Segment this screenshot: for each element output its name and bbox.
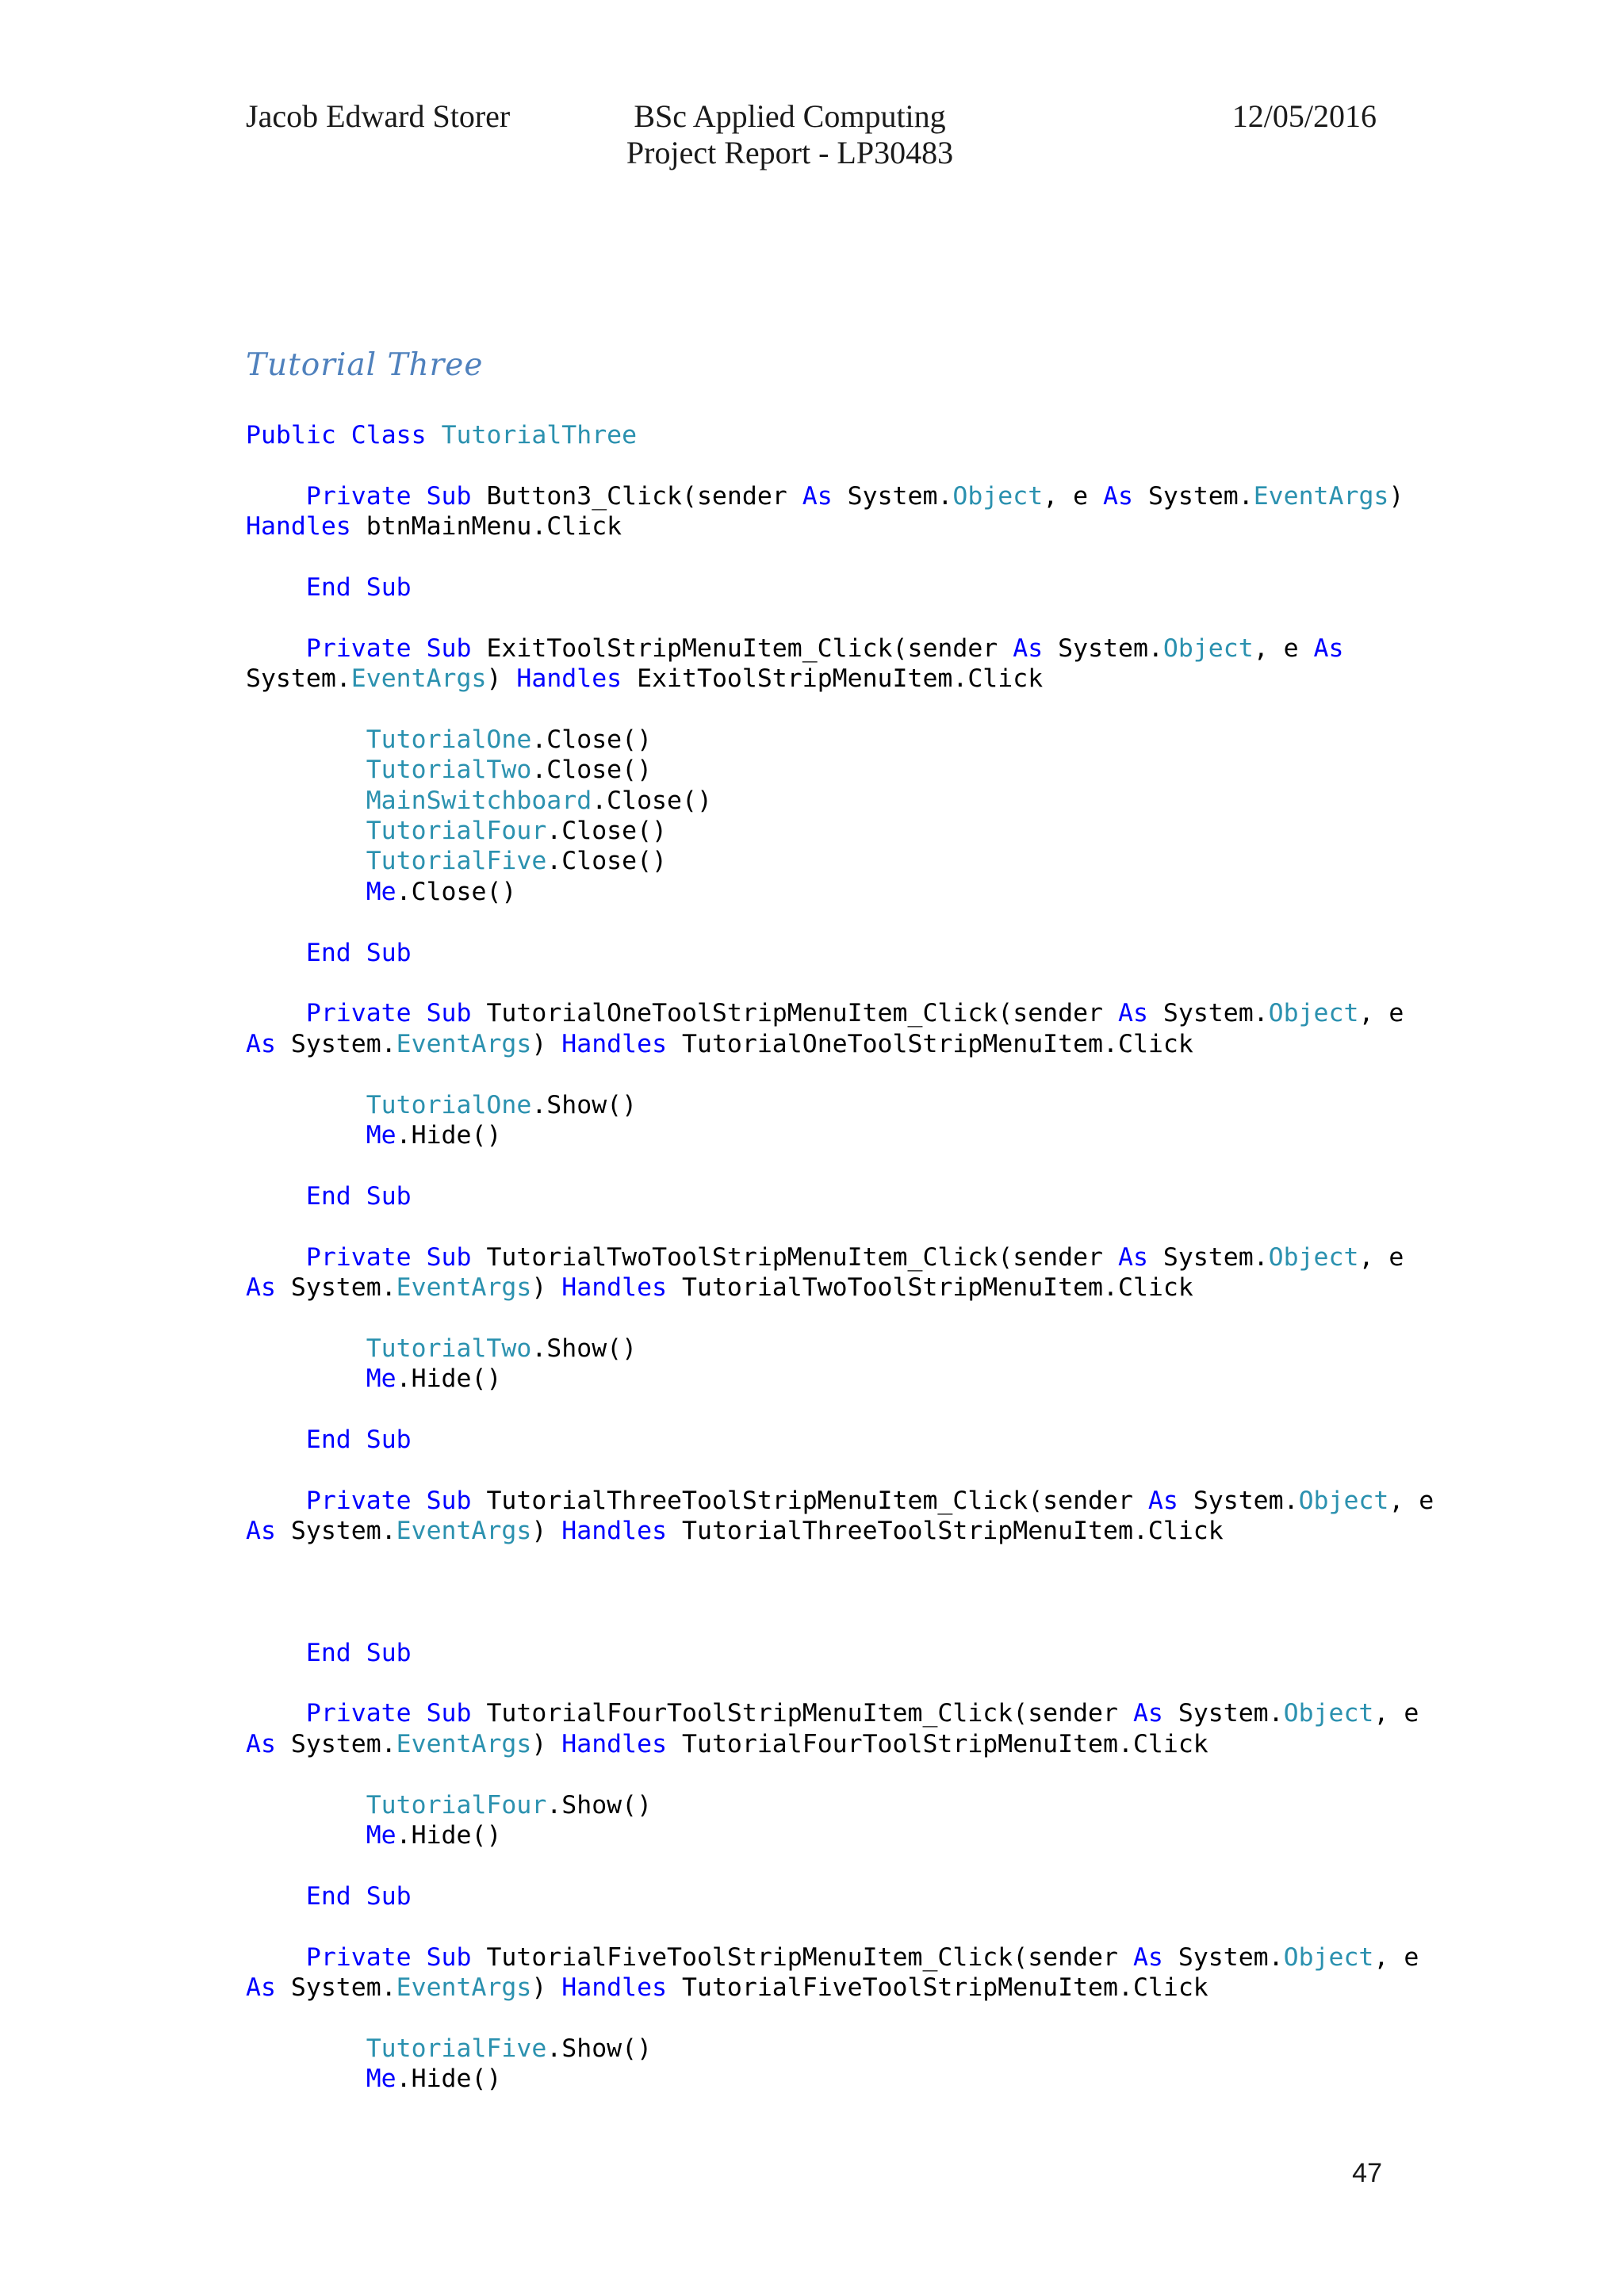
header-course-line2: Project Report - LP30483 [626, 135, 954, 170]
code-line [246, 1698, 1434, 1728]
code-line [246, 664, 1434, 694]
code-line [246, 877, 1434, 907]
code-keyword: Class [350, 421, 427, 450]
code-text [351, 939, 366, 967]
code-line [246, 1059, 1434, 1089]
code-line [246, 450, 1434, 480]
code-text: .Show() [546, 1790, 653, 1820]
code-text: .Show() [546, 2034, 653, 2063]
code-keyword: As [246, 1517, 276, 1546]
code-keyword: Sub [426, 999, 472, 1028]
code-text: , e [1043, 481, 1104, 511]
code-keyword: Sub [366, 1425, 412, 1454]
code-text [412, 634, 427, 663]
code-text: , e [1253, 633, 1314, 663]
code-text [246, 1243, 306, 1272]
code-text: TutorialThreeToolStripMenuItem_Click(sender [471, 1486, 1148, 1515]
header-date: 12/05/2016 [1231, 98, 1377, 134]
code-text: TutorialFourToolStripMenuItem_Click(sender [471, 1699, 1133, 1728]
code-line [246, 1120, 1434, 1150]
code-line [246, 1272, 1434, 1303]
code-listing [246, 420, 1434, 2094]
code-line [246, 420, 1434, 450]
code-type: EventArgs [1253, 481, 1389, 511]
code-keyword: As [1117, 1242, 1148, 1272]
code-line [246, 968, 1434, 998]
code-text [246, 1943, 306, 1972]
code-line [246, 1820, 1434, 1850]
code-keyword: Public [246, 421, 336, 450]
code-text: System. [1147, 999, 1269, 1028]
code-line [246, 1242, 1434, 1272]
code-text [246, 1121, 366, 1150]
code-keyword: Sub [426, 633, 472, 663]
code-text: System. [275, 1973, 396, 2002]
code-type: Object [1283, 1699, 1374, 1728]
code-type: TutorialFour [366, 817, 547, 846]
code-text: System. [1147, 1242, 1269, 1272]
code-line [246, 481, 1434, 511]
code-keyword: As [246, 1729, 276, 1758]
code-line [246, 1303, 1434, 1333]
code-keyword: Sub [426, 1699, 472, 1728]
code-text [246, 634, 306, 663]
code-keyword: Private [305, 1486, 412, 1515]
code-text: TutorialFourToolStripMenuItem.Click [667, 1729, 1208, 1758]
code-type: EventArgs [396, 1517, 532, 1546]
code-line [246, 846, 1434, 876]
code-text [412, 1487, 427, 1515]
code-line [246, 1850, 1434, 1881]
code-line [246, 1607, 1434, 1637]
code-line [246, 938, 1434, 968]
code-text: .Close() [531, 756, 653, 785]
code-line [246, 1150, 1434, 1181]
code-type: TutorialFive [366, 847, 547, 876]
code-text [412, 482, 427, 511]
code-line [246, 1364, 1434, 1394]
code-text: ExitToolStripMenuItem_Click(sender [471, 633, 1013, 663]
code-text: .Hide() [396, 2064, 502, 2094]
code-type: TutorialTwo [366, 756, 532, 785]
code-keyword: As [1117, 999, 1148, 1028]
code-text: , e [1358, 1242, 1404, 1272]
code-line [246, 755, 1434, 785]
code-keyword: Me [366, 1364, 396, 1394]
code-text [246, 1182, 306, 1211]
code-keyword: As [1313, 633, 1344, 663]
code-keyword: Private [305, 999, 412, 1028]
code-text: .Show() [531, 1334, 638, 1363]
code-line [246, 1973, 1434, 2003]
code-type: Object [1298, 1486, 1389, 1515]
code-type: Object [1283, 1942, 1374, 1972]
code-text: System. [275, 1729, 396, 1758]
code-line [246, 1759, 1434, 1789]
code-text [246, 725, 366, 754]
code-text: TutorialFiveToolStripMenuItem_Click(sender [471, 1942, 1133, 1972]
section-title: Tutorial Three [246, 347, 484, 383]
code-line [246, 1486, 1434, 1516]
code-text [246, 999, 306, 1027]
code-text: System. [246, 664, 351, 694]
code-keyword: Me [366, 1120, 396, 1150]
code-text: System. [275, 1272, 396, 1302]
code-text [412, 1699, 427, 1728]
code-keyword: As [246, 1272, 276, 1302]
code-keyword: Handles [561, 1517, 668, 1546]
code-keyword: Me [366, 1820, 396, 1850]
code-keyword: Me [366, 877, 396, 906]
code-type: EventArgs [396, 1272, 532, 1302]
code-text: ) [531, 1029, 562, 1058]
code-keyword: Private [305, 1699, 412, 1728]
code-text [351, 1882, 366, 1911]
code-text [246, 482, 306, 511]
code-text [427, 421, 442, 450]
code-text [246, 817, 366, 845]
code-type: TutorialThree [441, 421, 638, 450]
code-line [246, 1455, 1434, 1485]
code-text: .Close() [546, 847, 668, 876]
code-line [246, 695, 1434, 725]
code-line [246, 1334, 1434, 1364]
code-text: ) [531, 1272, 562, 1302]
code-line [246, 1668, 1434, 1698]
code-text: , e [1373, 1699, 1419, 1728]
code-keyword: End [305, 1638, 351, 1667]
code-text [246, 1487, 306, 1515]
code-text [246, 1639, 306, 1667]
code-text [246, 2034, 366, 2063]
code-text: TutorialThreeToolStripMenuItem.Click [667, 1517, 1224, 1546]
code-text: System. [1132, 481, 1254, 511]
code-text: Button3_Click(sender [471, 481, 802, 511]
code-line [246, 2064, 1434, 2094]
code-text: .Close() [592, 786, 712, 815]
code-type: MainSwitchboard [366, 786, 592, 815]
code-keyword: As [1103, 481, 1133, 511]
code-keyword: Sub [366, 1181, 412, 1211]
code-text [246, 1425, 306, 1454]
code-type: Object [1162, 633, 1254, 663]
code-keyword: As [1132, 1942, 1163, 1972]
code-text [246, 1334, 366, 1363]
code-text [351, 573, 366, 602]
code-line [246, 1395, 1434, 1425]
code-text [351, 1182, 366, 1211]
code-text [246, 1699, 306, 1728]
code-text: System. [832, 481, 953, 511]
code-keyword: As [1013, 633, 1044, 663]
code-text [351, 1639, 366, 1667]
code-line [246, 1729, 1434, 1759]
code-line [246, 725, 1434, 755]
code-line [246, 786, 1434, 816]
code-text: TutorialOneToolStripMenuItem_Click(sender [471, 999, 1118, 1028]
code-line [246, 907, 1434, 937]
page-number: 47 [1352, 2158, 1382, 2188]
code-text: System. [1162, 1942, 1284, 1972]
code-keyword: As [246, 1973, 276, 2002]
code-line [246, 1516, 1434, 1546]
code-keyword: End [305, 1181, 351, 1211]
code-keyword: Private [305, 481, 412, 511]
code-text: System. [1178, 1486, 1299, 1515]
code-line [246, 1881, 1434, 1911]
header-course-line1: BSc Applied Computing [634, 98, 946, 134]
code-text: ) [531, 1973, 562, 2002]
code-text: System. [1043, 633, 1163, 663]
code-type: Object [952, 481, 1044, 511]
code-text [412, 1943, 427, 1972]
code-keyword: Handles [561, 1729, 668, 1758]
code-keyword: Handles [561, 1029, 668, 1058]
code-text: TutorialTwoToolStripMenuItem.Click [667, 1272, 1193, 1302]
code-keyword: Handles [516, 664, 622, 694]
code-keyword: Private [305, 1942, 412, 1972]
code-text: System. [1162, 1699, 1284, 1728]
code-text: , e [1358, 999, 1404, 1028]
code-keyword: Sub [366, 938, 412, 967]
code-keyword: End [305, 938, 351, 967]
code-keyword: Sub [426, 1942, 472, 1972]
code-line [246, 998, 1434, 1028]
code-type: TutorialTwo [366, 1334, 532, 1363]
code-text [246, 1882, 306, 1911]
code-keyword: Sub [426, 481, 472, 511]
code-keyword: Sub [366, 1881, 412, 1911]
code-text: .Hide() [396, 1820, 502, 1850]
code-keyword: Handles [246, 512, 351, 541]
code-line [246, 572, 1434, 603]
code-text [246, 939, 306, 967]
code-type: Object [1268, 999, 1359, 1028]
code-line [246, 1942, 1434, 1973]
code-text: System. [275, 1517, 396, 1546]
code-keyword: End [305, 1881, 351, 1911]
code-text [246, 1821, 366, 1850]
code-type: TutorialFour [366, 1790, 547, 1820]
code-keyword: Sub [426, 1486, 472, 1515]
code-line [246, 2003, 1434, 2033]
code-text: ExitToolStripMenuItem.Click [622, 664, 1044, 694]
code-keyword: As [1147, 1486, 1178, 1515]
code-keyword: As [246, 1029, 276, 1058]
code-text: btnMainMenu.Click [350, 512, 622, 541]
code-text: .Hide() [396, 1120, 502, 1150]
code-text [246, 1091, 366, 1119]
code-keyword: Handles [561, 1973, 668, 2002]
code-line [246, 1577, 1434, 1607]
code-text [246, 1364, 366, 1393]
code-text: .Close() [531, 725, 653, 754]
code-line [246, 1211, 1434, 1242]
code-text: ) [1388, 481, 1404, 511]
code-text [246, 2064, 366, 2093]
code-text: , e [1373, 1942, 1419, 1972]
code-line [246, 633, 1434, 664]
code-type: EventArgs [396, 1729, 532, 1758]
code-text: ) [486, 664, 517, 694]
code-keyword: Private [305, 1242, 412, 1272]
code-type: Object [1268, 1242, 1359, 1272]
code-type: TutorialOne [366, 1090, 532, 1119]
code-text [336, 421, 351, 450]
code-type: EventArgs [350, 664, 487, 694]
code-text: TutorialTwoToolStripMenuItem_Click(sender [471, 1242, 1118, 1272]
code-type: EventArgs [396, 1973, 532, 2002]
code-line [246, 603, 1434, 633]
code-text: TutorialFiveToolStripMenuItem.Click [667, 1973, 1208, 2002]
code-text [246, 756, 366, 784]
header-course [0, 98, 1624, 171]
code-keyword: End [305, 1425, 351, 1454]
code-keyword: Sub [366, 1638, 412, 1667]
code-text [246, 878, 366, 906]
code-text [412, 999, 427, 1027]
code-keyword: End [305, 572, 351, 602]
code-keyword: As [802, 481, 833, 511]
code-keyword: Handles [561, 1272, 668, 1302]
code-text [351, 1425, 366, 1454]
code-keyword: Private [305, 633, 412, 663]
code-keyword: Me [366, 2064, 396, 2094]
header-author: Jacob Edward Storer [246, 98, 511, 134]
code-text: .Close() [396, 877, 517, 906]
code-line [246, 1546, 1434, 1576]
code-text [246, 847, 366, 875]
code-line [246, 1790, 1434, 1820]
code-line [246, 1638, 1434, 1668]
code-text: , e [1388, 1486, 1434, 1515]
code-text: .Close() [546, 817, 668, 846]
code-line [246, 1029, 1434, 1059]
code-text: TutorialOneToolStripMenuItem.Click [667, 1029, 1193, 1058]
code-type: EventArgs [396, 1029, 532, 1058]
code-line [246, 511, 1434, 541]
code-text: ) [531, 1729, 562, 1758]
code-type: TutorialFive [366, 2034, 547, 2063]
code-text [412, 1243, 427, 1272]
code-line [246, 542, 1434, 572]
code-line [246, 816, 1434, 846]
code-line [246, 1911, 1434, 1942]
code-keyword: As [1132, 1699, 1163, 1728]
code-line [246, 1090, 1434, 1120]
code-line [246, 1181, 1434, 1211]
code-text [246, 786, 366, 815]
code-text: ) [531, 1517, 562, 1546]
code-type: TutorialOne [366, 725, 532, 754]
code-text: .Show() [531, 1090, 638, 1119]
code-text [246, 573, 306, 602]
code-keyword: Sub [426, 1242, 472, 1272]
code-line [246, 2034, 1434, 2064]
code-text: .Hide() [396, 1364, 502, 1394]
code-text [246, 1791, 366, 1820]
code-line [246, 1425, 1434, 1455]
code-keyword: Sub [366, 572, 412, 602]
code-text: System. [275, 1029, 396, 1058]
